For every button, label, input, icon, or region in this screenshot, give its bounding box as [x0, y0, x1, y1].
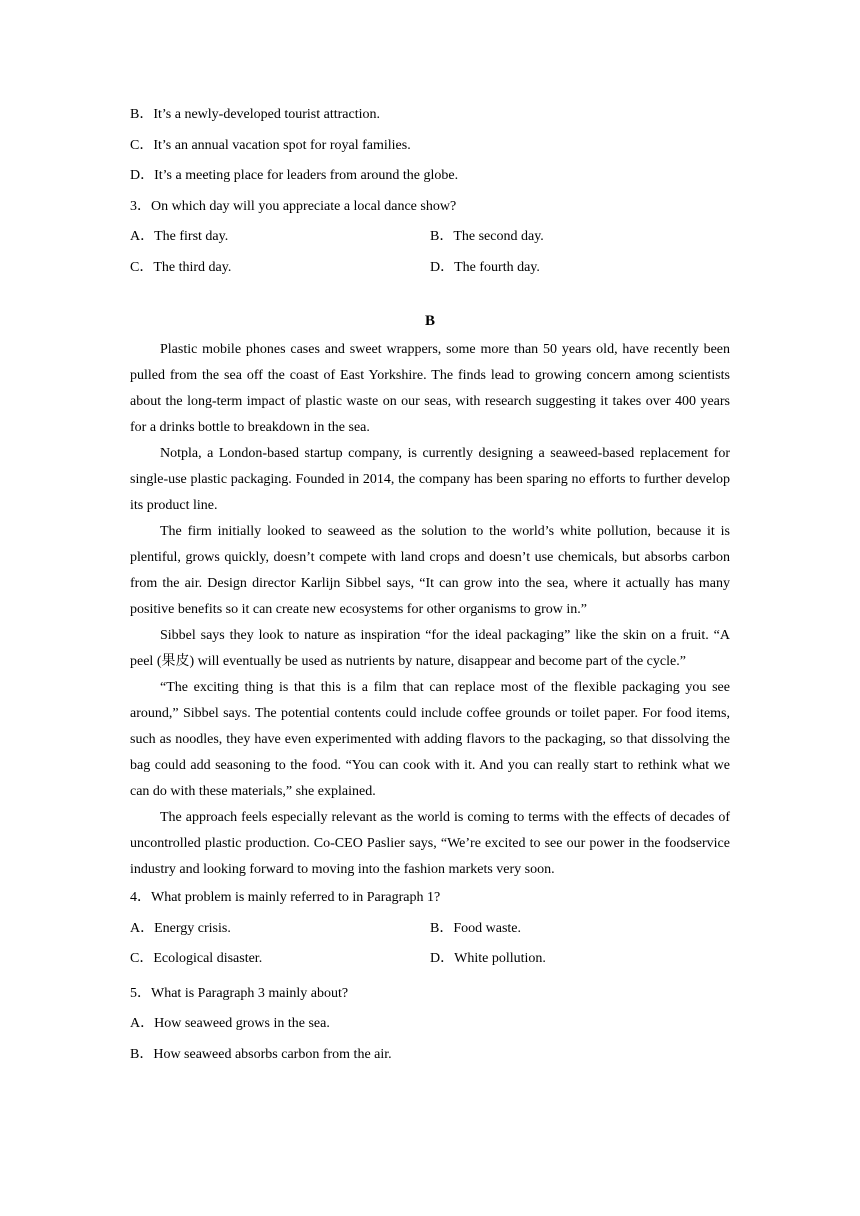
- q3-option-d: D．The fourth day.: [430, 259, 540, 275]
- section-title: B: [424, 313, 435, 329]
- q4-option-c: C．Ecological disaster.: [130, 951, 263, 966]
- q5-option-a: A．How seaweed grows in the sea.: [130, 1016, 330, 1031]
- q4-stem: 4．What problem is mainly referred to in Paragraph 1?: [130, 890, 441, 905]
- passage-paragraph-4: Sibbel says they look to nature as inspiration “for the ideal packaging” like the skin on a fruit. “A peel (果皮) will eventually be used as nutrients by nature, disappear and become part of the cycle.”: [130, 628, 730, 669]
- passage-paragraph-3: The firm initially looked to seaweed as the solution to the world’s white pollution, because it is plentiful, grows quickly, doesn’t compete with land crops and doesn’t use chemicals, but absorbs carbon from the air. Design director Karlijn Sibbel says, “It can grow into the sea, where it actually has many positive benefits so it can create new ecosystems for other organisms to grow in.”: [130, 524, 730, 617]
- q3-options-row-2: [130, 257, 730, 288]
- q2-option-d: D．It’s a meeting place for leaders from around the globe.: [130, 168, 459, 183]
- q5-option-b: B．How seaweed absorbs carbon from the air.: [130, 1046, 392, 1062]
- passage-paragraph-2: Notpla, a London-based startup company, is currently designing a seaweed-based replacement for single-use plastic packaging. Founded in 2014, the company has been sparing no efforts to further develop its product line.: [130, 446, 730, 513]
- q3-option-c: C．The third day.: [130, 259, 232, 275]
- q3-option-b: B．The second day.: [430, 229, 544, 244]
- question-4: [130, 887, 730, 979]
- question-5: [130, 983, 730, 1075]
- q2-option-c: C．It’s an annual vacation spot for royal families.: [130, 137, 411, 153]
- q4-options-row-2: [130, 948, 730, 979]
- q4-option-d: D．White pollution.: [430, 951, 546, 966]
- passage-paragraph-6: The approach feels especially relevant as the world is coming to terms with the effects of decades of uncontrolled plastic production. Co-CEO Paslier says, “We’re excited to see our power in the foodservice industry and looking forward to moving into the fashion markets very soon.: [130, 810, 730, 877]
- passage-paragraph-1: Plastic mobile phones cases and sweet wrappers, some more than 50 years old, have recently been pulled from the sea off the coast of East Yorkshire. The finds lead to growing concern among scientists about the long-term impact of plastic waste on our seas, with research suggesting it takes over 400 years for a drinks bottle to breakdown in the sea.: [130, 342, 730, 435]
- q3-option-a: A．The first day.: [130, 229, 229, 244]
- q3-options-row-1: [130, 226, 730, 257]
- q4-option-a: A．Energy crisis.: [130, 920, 231, 936]
- q5-stem: 5．What is Paragraph 3 mainly about?: [130, 985, 349, 1001]
- document-page: [130, 104, 730, 1074]
- q4-options-row-1: [130, 918, 730, 949]
- passage-paragraph-5: “The exciting thing is that this is a film that can replace most of the flexible packaging you see around,” Sibbel says. The potential contents could include coffee grounds or toilet paper. For food items, such as noodles, they have even experimented with adding flavors to the packaging, so that dissolving the bag could add seasoning to the food. “You can cook with it. And you can really start to rethink what we can do with these materials,” she explained.: [130, 680, 730, 799]
- q3-stem: 3．On which day will you appreciate a local dance show?: [130, 198, 457, 214]
- q4-option-b: B．Food waste.: [430, 920, 521, 936]
- q2-option-b: B．It’s a newly-developed tourist attraction.: [130, 107, 380, 122]
